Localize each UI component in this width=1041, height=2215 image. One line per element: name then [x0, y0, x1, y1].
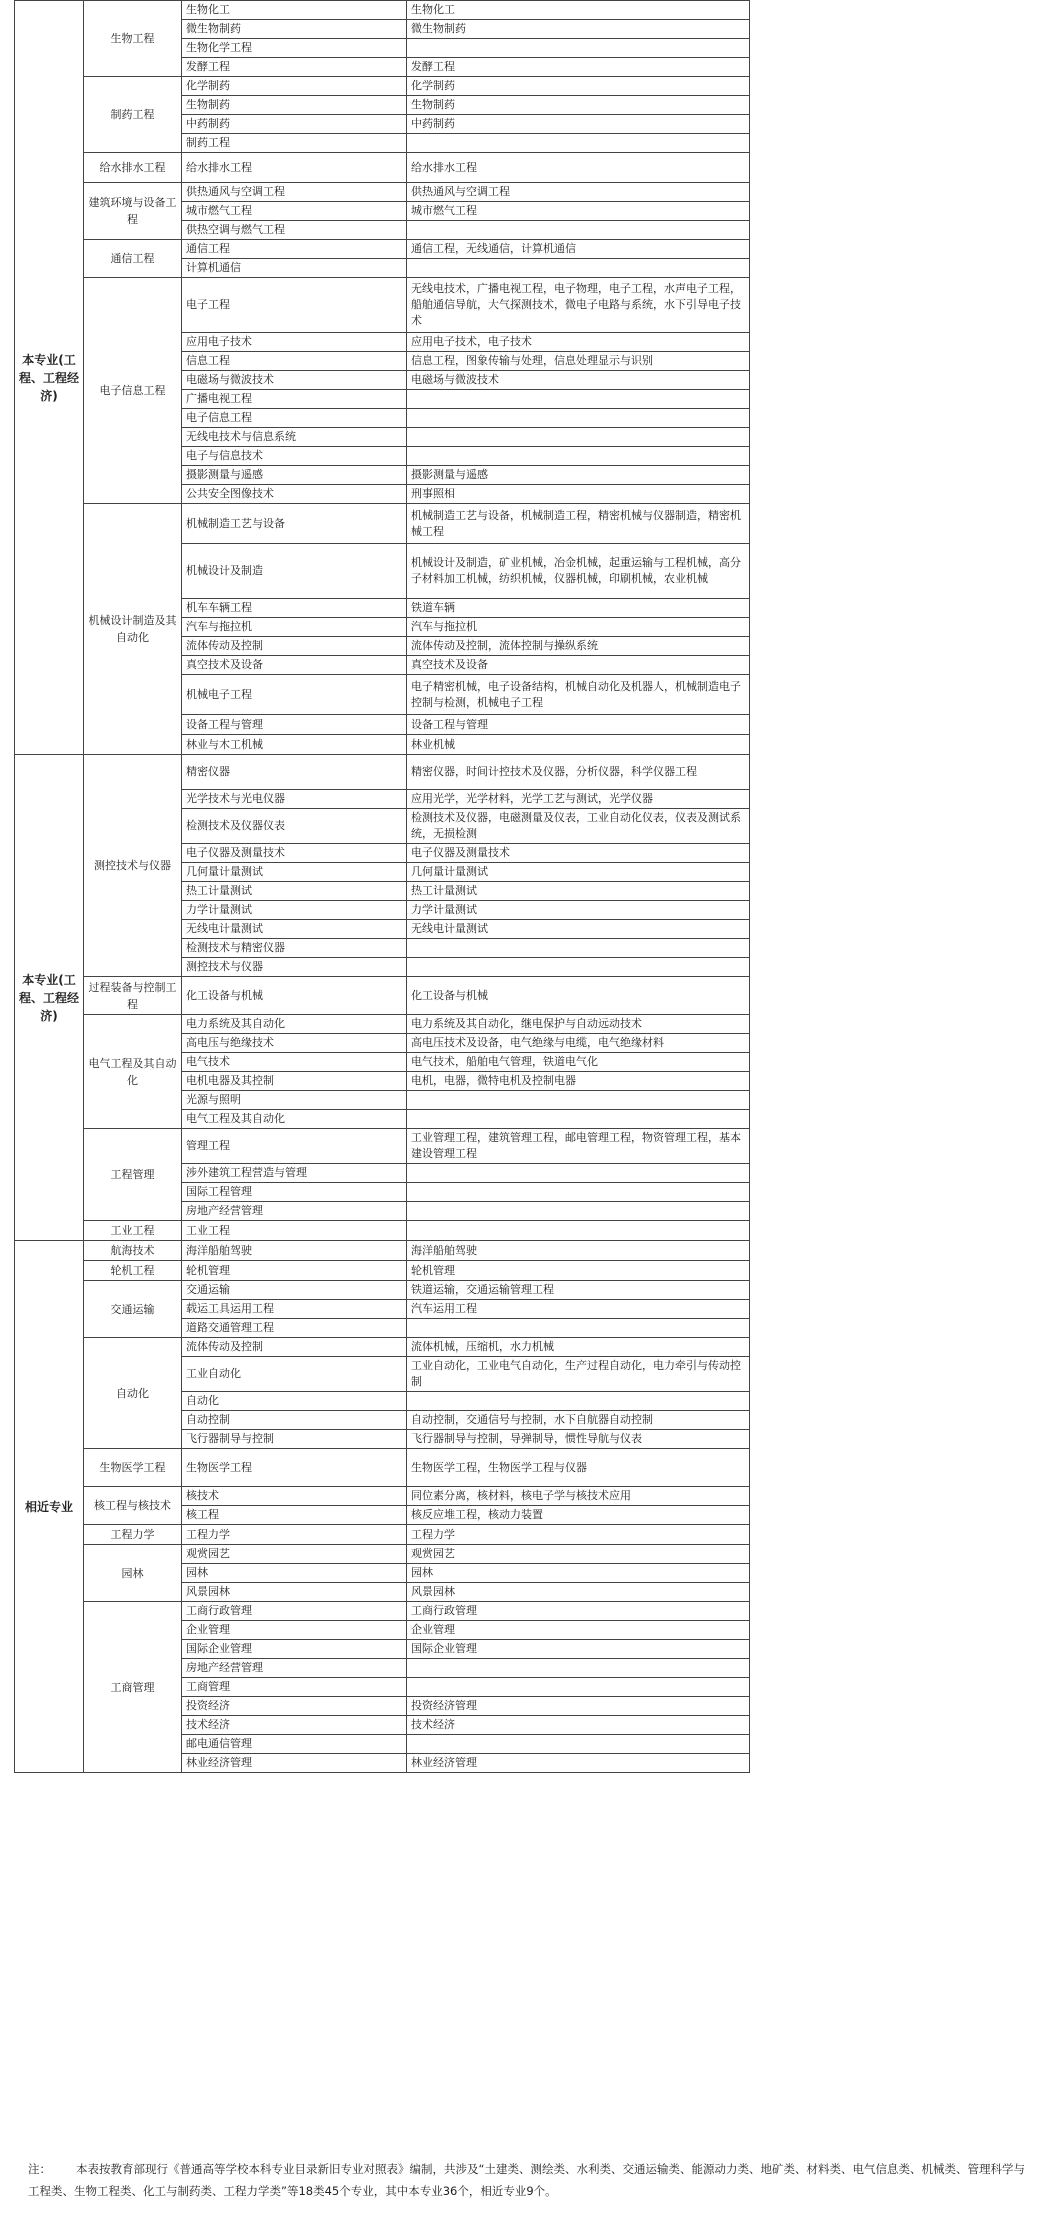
current-major-cell: 高电压与绝缘技术: [182, 1034, 407, 1053]
current-major-cell: 供热空调与燃气工程: [182, 221, 407, 240]
current-major-cell: 汽车与拖拉机: [182, 618, 407, 637]
current-major-cell: 电气技术: [182, 1053, 407, 1072]
current-major-cell: 林业与木工机械: [182, 735, 407, 755]
current-major-cell: 房地产经营管理: [182, 1659, 407, 1678]
former-major-cell: 生物化工: [407, 1, 750, 20]
former-major-cell: [407, 390, 750, 409]
former-major-cell: 信息工程，图象传输与处理，信息处理显示与识别: [407, 352, 750, 371]
former-major-cell: 电机，电器，微特电机及控制电器: [407, 1072, 750, 1091]
current-major-cell: 中药制药: [182, 115, 407, 134]
former-major-cell: 飞行器制导与控制，导弹制导，惯性导航与仪表: [407, 1430, 750, 1449]
former-major-cell: 微生物制药: [407, 20, 750, 39]
major-group-cell: 给水排水工程: [84, 153, 182, 183]
former-major-cell: [407, 1319, 750, 1338]
former-major-cell: 林业机械: [407, 735, 750, 755]
former-major-cell: 摄影测量与遥感: [407, 466, 750, 485]
former-major-cell: [407, 447, 750, 466]
major-group-cell: 交通运输: [84, 1281, 182, 1338]
former-major-cell: 应用电子技术，电子技术: [407, 333, 750, 352]
current-major-cell: 园林: [182, 1564, 407, 1583]
current-major-cell: 光学技术与光电仪器: [182, 790, 407, 809]
table-row: [15, 1129, 750, 1164]
current-major-cell: 载运工具运用工程: [182, 1300, 407, 1319]
current-major-cell: 真空技术及设备: [182, 656, 407, 675]
former-major-cell: [407, 1202, 750, 1221]
table-row: [15, 1015, 750, 1034]
major-group-cell: 制药工程: [84, 77, 182, 153]
former-major-cell: [407, 1183, 750, 1202]
former-major-cell: 精密仪器，时间计控技术及仪器，分析仪器，科学仪器工程: [407, 755, 750, 790]
former-major-cell: [407, 939, 750, 958]
former-major-cell: [407, 134, 750, 153]
former-major-cell: 技术经济: [407, 1716, 750, 1735]
category-cell: 本专业(工程、工程经济): [15, 755, 84, 1241]
majors-table-body: [15, 1, 750, 1773]
table-row: [15, 1281, 750, 1300]
table-row: [15, 1261, 750, 1281]
current-major-cell: 给水排水工程: [182, 153, 407, 183]
former-major-cell: 生物医学工程，生物医学工程与仪器: [407, 1449, 750, 1487]
former-major-cell: [407, 958, 750, 977]
major-group-cell: 航海技术: [84, 1241, 182, 1261]
current-major-cell: 轮机管理: [182, 1261, 407, 1281]
former-major-cell: 风景园林: [407, 1583, 750, 1602]
current-major-cell: 自动控制: [182, 1411, 407, 1430]
former-major-cell: [407, 1659, 750, 1678]
former-major-cell: 电磁场与微波技术: [407, 371, 750, 390]
former-major-cell: 工程力学: [407, 1525, 750, 1545]
table-row: [15, 1487, 750, 1506]
former-major-cell: 高电压技术及设备，电气绝缘与电缆，电气绝缘材料: [407, 1034, 750, 1053]
current-major-cell: 核工程: [182, 1506, 407, 1525]
table-row: [15, 504, 750, 544]
current-major-cell: 电子工程: [182, 278, 407, 333]
current-major-cell: 道路交通管理工程: [182, 1319, 407, 1338]
current-major-cell: 邮电通信管理: [182, 1735, 407, 1754]
current-major-cell: 流体传动及控制: [182, 637, 407, 656]
table-row: [15, 977, 750, 1015]
current-major-cell: 国际企业管理: [182, 1640, 407, 1659]
former-major-cell: 设备工程与管理: [407, 715, 750, 735]
current-major-cell: 光源与照明: [182, 1091, 407, 1110]
former-major-cell: [407, 1678, 750, 1697]
table-row: [15, 1221, 750, 1241]
former-major-cell: 投资经济管理: [407, 1697, 750, 1716]
current-major-cell: 海洋船舶驾驶: [182, 1241, 407, 1261]
current-major-cell: 检测技术及仪器仪表: [182, 809, 407, 844]
current-major-cell: 电力系统及其自动化: [182, 1015, 407, 1034]
current-major-cell: 设备工程与管理: [182, 715, 407, 735]
former-major-cell: 铁道车辆: [407, 599, 750, 618]
current-major-cell: 林业经济管理: [182, 1754, 407, 1773]
current-major-cell: 微生物制药: [182, 20, 407, 39]
table-row: [15, 1449, 750, 1487]
former-major-cell: 电气技术，船舶电气管理，铁道电气化: [407, 1053, 750, 1072]
current-major-cell: 力学计量测试: [182, 901, 407, 920]
former-major-cell: 给水排水工程: [407, 153, 750, 183]
former-major-cell: 电子精密机械，电子设备结构，机械自动化及机器人，机械制造电子控制与检测，机械电子工程: [407, 675, 750, 715]
former-major-cell: 力学计量测试: [407, 901, 750, 920]
former-major-cell: 核反应堆工程，核动力装置: [407, 1506, 750, 1525]
former-major-cell: 工商行政管理: [407, 1602, 750, 1621]
current-major-cell: 化工设备与机械: [182, 977, 407, 1015]
current-major-cell: 核技术: [182, 1487, 407, 1506]
current-major-cell: 技术经济: [182, 1716, 407, 1735]
table-row: [15, 240, 750, 259]
current-major-cell: 城市燃气工程: [182, 202, 407, 221]
current-major-cell: 化学制药: [182, 77, 407, 96]
current-major-cell: 无线电计量测试: [182, 920, 407, 939]
former-major-cell: [407, 1091, 750, 1110]
major-group-cell: 工程力学: [84, 1525, 182, 1545]
former-major-cell: 林业经济管理: [407, 1754, 750, 1773]
current-major-cell: 投资经济: [182, 1697, 407, 1716]
former-major-cell: 流体机械，压缩机，水力机械: [407, 1338, 750, 1357]
current-major-cell: 机械设计及制造: [182, 544, 407, 599]
major-group-cell: 生物医学工程: [84, 1449, 182, 1487]
former-major-cell: [407, 409, 750, 428]
current-major-cell: 观赏园艺: [182, 1545, 407, 1564]
current-major-cell: 工程力学: [182, 1525, 407, 1545]
category-cell: 本专业(工程、工程经济): [15, 1, 84, 755]
former-major-cell: [407, 1392, 750, 1411]
former-major-cell: 城市燃气工程: [407, 202, 750, 221]
current-major-cell: 工商管理: [182, 1678, 407, 1697]
former-major-cell: 化学制药: [407, 77, 750, 96]
current-major-cell: 电子信息工程: [182, 409, 407, 428]
former-major-cell: 几何量计量测试: [407, 863, 750, 882]
former-major-cell: 真空技术及设备: [407, 656, 750, 675]
former-major-cell: [407, 39, 750, 58]
former-major-cell: [407, 428, 750, 447]
current-major-cell: 机械制造工艺与设备: [182, 504, 407, 544]
former-major-cell: 生物制药: [407, 96, 750, 115]
major-group-cell: 生物工程: [84, 1, 182, 77]
major-group-cell: 核工程与核技术: [84, 1487, 182, 1525]
table-row: [15, 1545, 750, 1564]
former-major-cell: [407, 1110, 750, 1129]
former-major-cell: 汽车运用工程: [407, 1300, 750, 1319]
footnote: [28, 2158, 1028, 2202]
major-group-cell: 工程管理: [84, 1129, 182, 1221]
current-major-cell: 摄影测量与遥感: [182, 466, 407, 485]
current-major-cell: 生物化工: [182, 1, 407, 20]
current-major-cell: 公共安全图像技术: [182, 485, 407, 504]
former-major-cell: 发酵工程: [407, 58, 750, 77]
table-row: [15, 183, 750, 202]
category-cell: 相近专业: [15, 1241, 84, 1773]
former-major-cell: 企业管理: [407, 1621, 750, 1640]
former-major-cell: 供热通风与空调工程: [407, 183, 750, 202]
former-major-cell: 流体传动及控制，流体控制与操纵系统: [407, 637, 750, 656]
current-major-cell: 计算机通信: [182, 259, 407, 278]
table-row: [15, 755, 750, 790]
major-group-cell: 电子信息工程: [84, 278, 182, 504]
current-major-cell: 检测技术与精密仪器: [182, 939, 407, 958]
major-group-cell: 工商管理: [84, 1602, 182, 1773]
footnote-label: 注：: [28, 2162, 51, 2176]
table-row: [15, 1602, 750, 1621]
current-major-cell: 飞行器制导与控制: [182, 1430, 407, 1449]
current-major-cell: 工业自动化: [182, 1357, 407, 1392]
current-major-cell: 信息工程: [182, 352, 407, 371]
current-major-cell: 工业工程: [182, 1221, 407, 1241]
current-major-cell: 流体传动及控制: [182, 1338, 407, 1357]
former-major-cell: 电力系统及其自动化，继电保护与自动远动技术: [407, 1015, 750, 1034]
current-major-cell: 机械电子工程: [182, 675, 407, 715]
current-major-cell: 自动化: [182, 1392, 407, 1411]
former-major-cell: 无线电计量测试: [407, 920, 750, 939]
former-major-cell: 检测技术及仪器，电磁测量及仪表，工业自动化仪表，仪表及测试系统，无损检测: [407, 809, 750, 844]
current-major-cell: 发酵工程: [182, 58, 407, 77]
former-major-cell: 化工设备与机械: [407, 977, 750, 1015]
current-major-cell: 几何量计量测试: [182, 863, 407, 882]
current-major-cell: 制药工程: [182, 134, 407, 153]
current-major-cell: 供热通风与空调工程: [182, 183, 407, 202]
former-major-cell: 中药制药: [407, 115, 750, 134]
table-row: [15, 1, 750, 20]
majors-table-container: [14, 0, 750, 1773]
current-major-cell: 精密仪器: [182, 755, 407, 790]
former-major-cell: 工业自动化，工业电气自动化，生产过程自动化，电力牵引与传动控制: [407, 1357, 750, 1392]
table-row: [15, 278, 750, 333]
major-group-cell: 电气工程及其自动化: [84, 1015, 182, 1129]
table-row: [15, 1241, 750, 1261]
former-major-cell: 园林: [407, 1564, 750, 1583]
former-major-cell: 电子仪器及测量技术: [407, 844, 750, 863]
major-group-cell: 机械设计制造及其自动化: [84, 504, 182, 755]
current-major-cell: 机车车辆工程: [182, 599, 407, 618]
majors-table: [14, 0, 750, 1773]
current-major-cell: 电机电器及其控制: [182, 1072, 407, 1091]
current-major-cell: 电磁场与微波技术: [182, 371, 407, 390]
current-major-cell: 广播电视工程: [182, 390, 407, 409]
current-major-cell: 应用电子技术: [182, 333, 407, 352]
current-major-cell: 企业管理: [182, 1621, 407, 1640]
former-major-cell: 国际企业管理: [407, 1640, 750, 1659]
former-major-cell: 热工计量测试: [407, 882, 750, 901]
current-major-cell: 交通运输: [182, 1281, 407, 1300]
current-major-cell: 工商行政管理: [182, 1602, 407, 1621]
current-major-cell: 电子与信息技术: [182, 447, 407, 466]
former-major-cell: [407, 1221, 750, 1241]
former-major-cell: 铁道运输，交通运输管理工程: [407, 1281, 750, 1300]
current-major-cell: 无线电技术与信息系统: [182, 428, 407, 447]
current-major-cell: 测控技术与仪器: [182, 958, 407, 977]
former-major-cell: 汽车与拖拉机: [407, 618, 750, 637]
current-major-cell: 生物化学工程: [182, 39, 407, 58]
current-major-cell: 电气工程及其自动化: [182, 1110, 407, 1129]
current-major-cell: 管理工程: [182, 1129, 407, 1164]
table-row: [15, 1525, 750, 1545]
former-major-cell: 工业管理工程，建筑管理工程，邮电管理工程，物资管理工程，基本建设管理工程: [407, 1129, 750, 1164]
current-major-cell: 电子仪器及测量技术: [182, 844, 407, 863]
current-major-cell: 生物医学工程: [182, 1449, 407, 1487]
major-group-cell: 自动化: [84, 1338, 182, 1449]
former-major-cell: 机械制造工艺与设备，机械制造工程，精密机械与仪器制造，精密机械工程: [407, 504, 750, 544]
former-major-cell: 同位素分离，核材料，核电子学与核技术应用: [407, 1487, 750, 1506]
former-major-cell: 轮机管理: [407, 1261, 750, 1281]
major-group-cell: 建筑环境与设备工程: [84, 183, 182, 240]
former-major-cell: 自动控制，交通信号与控制，水下自航器自动控制: [407, 1411, 750, 1430]
footnote-text: 本表按教育部现行《普通高等学校本科专业目录新旧专业对照表》编制，共涉及“土建类、测绘类、水利类、交通运输类、能源动力类、地矿类、材料类、电气信息类、机械类、管理科学与工程类、生物工程类、化工与制药类、工程力学类”等18类45个专业，其中本专业36个，相近专业9个。: [28, 2162, 1025, 2198]
major-group-cell: 过程装备与控制工程: [84, 977, 182, 1015]
former-major-cell: 应用光学，光学材料，光学工艺与测试，光学仪器: [407, 790, 750, 809]
current-major-cell: 涉外建筑工程营造与管理: [182, 1164, 407, 1183]
table-row: [15, 153, 750, 183]
major-group-cell: 测控技术与仪器: [84, 755, 182, 977]
current-major-cell: 通信工程: [182, 240, 407, 259]
former-major-cell: [407, 221, 750, 240]
table-row: [15, 1338, 750, 1357]
former-major-cell: 观赏园艺: [407, 1545, 750, 1564]
former-major-cell: [407, 259, 750, 278]
current-major-cell: 热工计量测试: [182, 882, 407, 901]
former-major-cell: 无线电技术，广播电视工程，电子物理，电子工程，水声电子工程，船舶通信导航，大气探测技术，微电子电路与系统，水下引导电子技术: [407, 278, 750, 333]
table-row: [15, 77, 750, 96]
former-major-cell: [407, 1735, 750, 1754]
major-group-cell: 通信工程: [84, 240, 182, 278]
current-major-cell: 国际工程管理: [182, 1183, 407, 1202]
former-major-cell: [407, 1164, 750, 1183]
major-group-cell: 轮机工程: [84, 1261, 182, 1281]
current-major-cell: 房地产经营管理: [182, 1202, 407, 1221]
major-group-cell: 园林: [84, 1545, 182, 1602]
former-major-cell: 刑事照相: [407, 485, 750, 504]
current-major-cell: 风景园林: [182, 1583, 407, 1602]
current-major-cell: 生物制药: [182, 96, 407, 115]
former-major-cell: 海洋船舶驾驶: [407, 1241, 750, 1261]
former-major-cell: 通信工程，无线通信，计算机通信: [407, 240, 750, 259]
former-major-cell: 机械设计及制造，矿业机械，冶金机械，起重运输与工程机械，高分子材料加工机械，纺织机械，仪器机械，印刷机械，农业机械: [407, 544, 750, 599]
major-group-cell: 工业工程: [84, 1221, 182, 1241]
